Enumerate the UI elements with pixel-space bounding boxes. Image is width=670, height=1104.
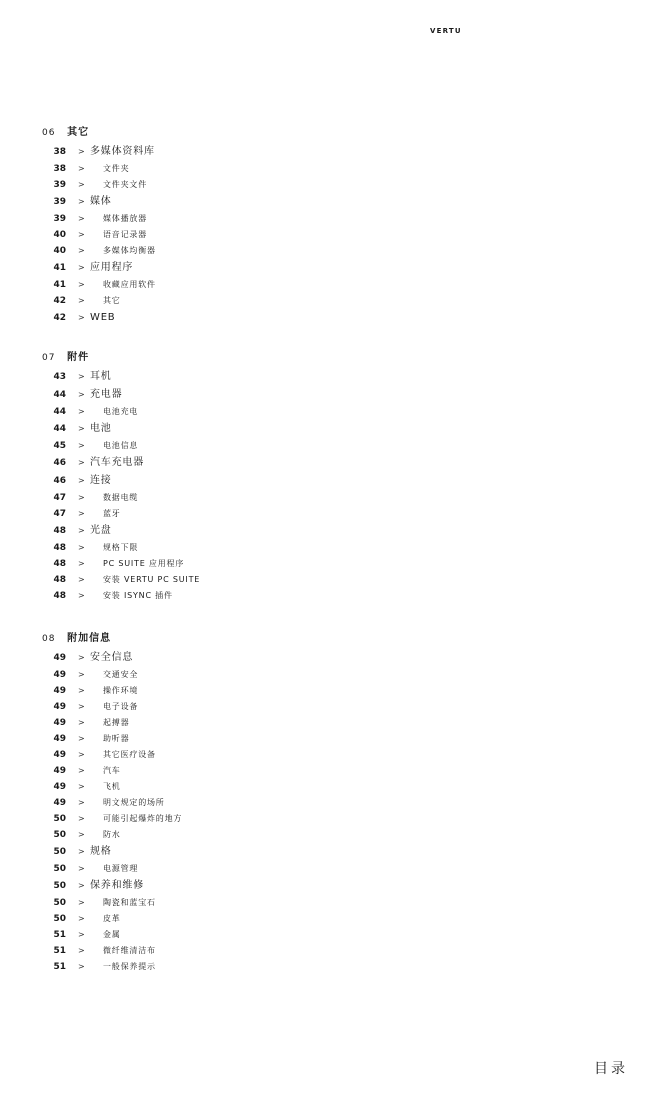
page-number: 44 — [53, 390, 66, 400]
chevron-right-icon: > — [78, 864, 85, 873]
page-number: 42 — [53, 296, 66, 306]
page-number: 50 — [53, 847, 66, 857]
toc-subentry[interactable] — [42, 699, 442, 715]
chevron-right-icon: > — [78, 180, 85, 189]
chevron-right-icon: > — [78, 686, 85, 695]
chevron-right-icon: > — [78, 197, 85, 206]
toc-entry[interactable] — [42, 386, 442, 404]
toc-entries — [42, 143, 442, 327]
toc-subentry[interactable] — [42, 227, 442, 243]
toc-subentry[interactable] — [42, 715, 442, 731]
page-number: 50 — [53, 814, 66, 824]
entry-label: 微纤维清洁布 — [103, 946, 156, 955]
page-number: 49 — [53, 653, 66, 663]
page-number: 49 — [53, 734, 66, 744]
chevron-right-icon: > — [78, 526, 85, 535]
toc-subentry[interactable] — [42, 763, 442, 779]
toc-subentry[interactable] — [42, 540, 442, 556]
chevron-right-icon: > — [78, 424, 85, 433]
page-number: 41 — [53, 263, 66, 273]
toc-subentry[interactable] — [42, 683, 442, 699]
page-footer-title: 目录 — [594, 1061, 628, 1077]
section-number: 06 — [42, 128, 56, 138]
chevron-right-icon: > — [78, 575, 85, 584]
toc-subentry[interactable] — [42, 506, 442, 522]
entry-label: 可能引起爆炸的地方 — [103, 814, 183, 823]
page-number: 43 — [53, 372, 66, 382]
chevron-right-icon: > — [78, 246, 85, 255]
entry-label: 应用程序 — [90, 262, 134, 273]
section-heading — [42, 346, 442, 364]
chevron-right-icon: > — [78, 847, 85, 856]
page-number: 50 — [53, 881, 66, 891]
toc-entries — [42, 368, 442, 604]
page-number: 50 — [53, 914, 66, 924]
entry-label: 安全信息 — [90, 652, 134, 663]
chevron-right-icon: > — [78, 930, 85, 939]
chevron-right-icon: > — [78, 734, 85, 743]
chevron-right-icon: > — [78, 543, 85, 552]
toc-section-06 — [42, 121, 442, 327]
toc-entry[interactable] — [42, 193, 442, 211]
toc-section-08 — [42, 627, 442, 975]
chevron-right-icon: > — [78, 830, 85, 839]
toc-entry[interactable] — [42, 143, 442, 161]
chevron-right-icon: > — [78, 946, 85, 955]
entry-label: 电池 — [90, 423, 112, 434]
chevron-right-icon: > — [78, 814, 85, 823]
toc-subentry[interactable] — [42, 161, 442, 177]
toc-entry[interactable] — [42, 472, 442, 490]
entry-label: 其它医疗设备 — [103, 750, 156, 759]
page-number: 48 — [53, 526, 66, 536]
chevron-right-icon: > — [78, 670, 85, 679]
chevron-right-icon: > — [78, 280, 85, 289]
toc-subentry[interactable] — [42, 490, 442, 506]
entry-label: 耳机 — [90, 371, 112, 382]
page-number: 38 — [53, 147, 66, 157]
page-number: 50 — [53, 864, 66, 874]
page-number: 42 — [53, 313, 66, 323]
toc-subentry[interactable] — [42, 211, 442, 227]
entry-label: 安装 ISYNC 插件 — [103, 591, 173, 600]
toc-subentry[interactable] — [42, 277, 442, 293]
entry-label: 安装 VERTU PC SUITE — [103, 575, 201, 584]
page-number: 48 — [53, 543, 66, 553]
entry-label: 连接 — [90, 475, 112, 486]
page-number: 49 — [53, 750, 66, 760]
chevron-right-icon: > — [78, 407, 85, 416]
entry-label: 助听器 — [103, 734, 130, 743]
brand-logo-text: VERTU — [430, 27, 462, 35]
chevron-right-icon: > — [78, 702, 85, 711]
section-title: 附件 — [67, 352, 90, 363]
chevron-right-icon: > — [78, 509, 85, 518]
toc-subentry[interactable] — [42, 959, 442, 975]
toc-subentry[interactable] — [42, 404, 442, 420]
entry-label: 蓝牙 — [103, 509, 121, 518]
chevron-right-icon: > — [78, 263, 85, 272]
page-number: 48 — [53, 575, 66, 585]
entry-label: 多媒体均衡器 — [103, 246, 156, 255]
toc-subentry[interactable] — [42, 177, 442, 193]
chevron-right-icon: > — [78, 214, 85, 223]
entry-label: 多媒体资料库 — [90, 146, 155, 157]
toc-entry[interactable] — [42, 259, 442, 277]
toc-entry[interactable] — [42, 843, 442, 861]
section-title: 附加信息 — [67, 633, 112, 644]
toc-subentry[interactable] — [42, 243, 442, 259]
entry-label: 明文规定的场所 — [103, 798, 165, 807]
entry-label: 电池信息 — [103, 441, 139, 450]
page-number: 49 — [53, 686, 66, 696]
section-number: 07 — [42, 353, 56, 363]
chevron-right-icon: > — [78, 390, 85, 399]
entry-label: 文件夹文件 — [103, 180, 147, 189]
chevron-right-icon: > — [78, 313, 85, 322]
chevron-right-icon: > — [78, 230, 85, 239]
entry-label: 防水 — [103, 830, 121, 839]
entry-label: 语音记录器 — [103, 230, 147, 239]
page-number: 51 — [53, 962, 66, 972]
toc-subentry[interactable] — [42, 795, 442, 811]
toc-entry[interactable] — [42, 522, 442, 540]
toc-subentry[interactable] — [42, 811, 442, 827]
entry-label: PC SUITE 应用程序 — [103, 559, 185, 568]
page-number: 41 — [53, 280, 66, 290]
page-number: 50 — [53, 830, 66, 840]
page-number: 49 — [53, 718, 66, 728]
chevron-right-icon: > — [78, 718, 85, 727]
toc-subentry[interactable] — [42, 927, 442, 943]
page-number: 48 — [53, 591, 66, 601]
chevron-right-icon: > — [78, 591, 85, 600]
chevron-right-icon: > — [78, 766, 85, 775]
page-number: 40 — [53, 230, 66, 240]
chevron-right-icon: > — [78, 441, 85, 450]
entry-label: 金属 — [103, 930, 121, 939]
toc-subentry[interactable] — [42, 438, 442, 454]
entry-label: 电源管理 — [103, 864, 139, 873]
entry-label: 电池充电 — [103, 407, 139, 416]
page-number: 49 — [53, 670, 66, 680]
page-number: 48 — [53, 559, 66, 569]
toc-subentry[interactable] — [42, 572, 442, 588]
entry-label: 交通安全 — [103, 670, 139, 679]
chevron-right-icon: > — [78, 653, 85, 662]
chevron-right-icon: > — [78, 914, 85, 923]
toc-entry[interactable] — [42, 420, 442, 438]
toc-subentry[interactable] — [42, 943, 442, 959]
entry-label: 规格下限 — [103, 543, 139, 552]
section-title: 其它 — [67, 127, 90, 138]
entry-label: 规格 — [90, 846, 112, 857]
chevron-right-icon: > — [78, 164, 85, 173]
chevron-right-icon: > — [78, 147, 85, 156]
toc-subentry[interactable] — [42, 667, 442, 683]
toc-entry[interactable] — [42, 454, 442, 472]
page-number: 46 — [53, 476, 66, 486]
section-heading — [42, 121, 442, 139]
toc-subentry[interactable] — [42, 861, 442, 877]
toc-subentry[interactable] — [42, 556, 442, 572]
chevron-right-icon: > — [78, 782, 85, 791]
entry-label: 保养和维修 — [90, 880, 144, 891]
page-number: 47 — [53, 493, 66, 503]
entry-label: 汽车充电器 — [90, 457, 144, 468]
toc-subentry[interactable] — [42, 747, 442, 763]
chevron-right-icon: > — [78, 458, 85, 467]
page-number: 39 — [53, 197, 66, 207]
chevron-right-icon: > — [78, 559, 85, 568]
page-number: 44 — [53, 407, 66, 417]
page-number: 40 — [53, 246, 66, 256]
entry-label: WEB — [90, 312, 116, 323]
entry-label: 光盘 — [90, 525, 112, 536]
page-number: 51 — [53, 930, 66, 940]
page-number: 39 — [53, 214, 66, 224]
page-number: 49 — [53, 798, 66, 808]
entry-label: 其它 — [103, 296, 121, 305]
entry-label: 媒体播放器 — [103, 214, 147, 223]
chevron-right-icon: > — [78, 493, 85, 502]
toc-entry[interactable] — [42, 877, 442, 895]
entry-label: 皮革 — [103, 914, 121, 923]
chevron-right-icon: > — [78, 750, 85, 759]
entry-label: 起搏器 — [103, 718, 130, 727]
section-heading — [42, 627, 442, 645]
page-number: 49 — [53, 766, 66, 776]
entry-label: 飞机 — [103, 782, 121, 791]
entry-label: 充电器 — [90, 389, 123, 400]
page-number: 49 — [53, 782, 66, 792]
toc-subentry[interactable] — [42, 779, 442, 795]
chevron-right-icon: > — [78, 898, 85, 907]
entry-label: 收藏应用软件 — [103, 280, 156, 289]
chevron-right-icon: > — [78, 476, 85, 485]
chevron-right-icon: > — [78, 881, 85, 890]
toc-entry[interactable] — [42, 649, 442, 667]
section-number: 08 — [42, 634, 56, 644]
toc-section-07 — [42, 346, 442, 604]
chevron-right-icon: > — [78, 296, 85, 305]
toc-entries — [42, 649, 442, 975]
entry-label: 操作环境 — [103, 686, 139, 695]
entry-label: 汽车 — [103, 766, 121, 775]
page-number: 39 — [53, 180, 66, 190]
page-number: 47 — [53, 509, 66, 519]
page-number: 50 — [53, 898, 66, 908]
toc-subentry[interactable] — [42, 731, 442, 747]
entry-label: 文件夹 — [103, 164, 130, 173]
chevron-right-icon: > — [78, 962, 85, 971]
page-number: 44 — [53, 424, 66, 434]
toc-subentry[interactable] — [42, 293, 442, 309]
entry-label: 陶瓷和蓝宝石 — [103, 898, 156, 907]
page-number: 46 — [53, 458, 66, 468]
entry-label: 电子设备 — [103, 702, 139, 711]
toc-entry[interactable] — [42, 309, 442, 327]
page-number: 45 — [53, 441, 66, 451]
toc-subentry[interactable] — [42, 827, 442, 843]
chevron-right-icon: > — [78, 798, 85, 807]
page-number: 51 — [53, 946, 66, 956]
toc-subentry[interactable] — [42, 588, 442, 604]
chevron-right-icon: > — [78, 372, 85, 381]
entry-label: 一般保养提示 — [103, 962, 156, 971]
toc-subentry[interactable] — [42, 895, 442, 911]
toc-entry[interactable] — [42, 368, 442, 386]
entry-label: 数据电缆 — [103, 493, 139, 502]
page-number: 38 — [53, 164, 66, 174]
page-number: 49 — [53, 702, 66, 712]
entry-label: 媒体 — [90, 196, 112, 207]
toc-subentry[interactable] — [42, 911, 442, 927]
